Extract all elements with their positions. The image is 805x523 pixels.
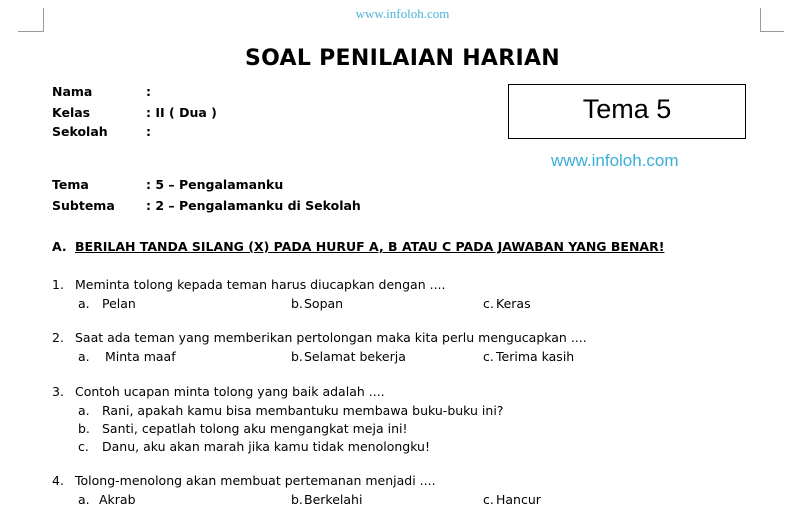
option-text: Selamat bekerja [304,349,406,364]
value-subtema: : 2 – Pengalamanku di Sekolah [146,198,361,213]
question-number: 1. [52,277,64,292]
option-letter: a. [78,492,90,507]
label-subtema: Subtema [52,198,115,213]
watermark-mid: www.infoloh.com [551,151,679,170]
option-letter: b. [291,296,303,311]
option-text: Keras [496,296,531,311]
instruction-text: BERILAH TANDA SILANG (X) PADA HURUF A, B ATAU C PADA JAWABAN YANG BENAR! [75,239,665,254]
option-text: Minta maaf [105,349,176,364]
option-letter: c. [483,296,494,311]
option-letter: b. [78,421,90,436]
option-text: Santi, cepatlah tolong aku mengangkat meja ini! [102,421,408,436]
option-text: Berkelahi [304,492,363,507]
option-letter: a. [78,349,90,364]
crop-mark-top-right-h [760,31,784,32]
label-sekolah: Sekolah [52,124,108,139]
question-number: 4. [52,473,64,488]
option-text: Akrab [99,492,136,507]
crop-mark-top-right [760,8,761,32]
value-tema: : 5 – Pengalamanku [146,177,284,192]
option-text: Sopan [304,296,344,311]
label-tema: Tema [52,177,89,192]
option-text: Terima kasih [496,349,575,364]
option-letter: c. [78,439,89,454]
option-text: Hancur [496,492,541,507]
crop-mark-top-left [43,8,44,32]
instruction-marker: A. [52,239,67,254]
question-text: Tolong-menolong akan membuat pertemanan menjadi .... [75,473,436,488]
question-number: 2. [52,330,64,345]
option-letter: a. [78,296,90,311]
instruction [52,239,664,254]
value-sekolah: : [146,124,151,139]
option-text: Rani, apakah kamu bisa membantuku membawa buku-buku ini? [102,403,504,418]
question-text: Meminta tolong kepada teman harus diucapkan dengan .... [75,277,446,292]
value-kelas: : II ( Dua ) [146,105,217,120]
crop-mark-top-left-h [18,31,43,32]
label-nama: Nama [52,84,93,99]
option-letter: c. [483,349,494,364]
question-number: 3. [52,384,64,399]
option-letter: b. [291,349,303,364]
watermark-top: www.infoloh.com [355,6,450,21]
option-letter: a. [78,403,90,418]
tema-box-label: Tema 5 [582,94,672,124]
option-letter: c. [483,492,494,507]
option-text: Danu, aku akan marah jika kamu tidak menolongku! [102,439,430,454]
option-text: Pelan [102,296,136,311]
option-letter: b. [291,492,303,507]
value-nama: : [146,84,151,99]
question-text: Contoh ucapan minta tolong yang baik adalah .... [75,384,385,399]
page-title: SOAL PENILAIAN HARIAN [244,46,561,71]
tema-box [508,84,746,139]
label-kelas: Kelas [52,105,91,120]
question-text: Saat ada teman yang memberikan pertolongan maka kita perlu mengucapkan .... [75,330,587,345]
